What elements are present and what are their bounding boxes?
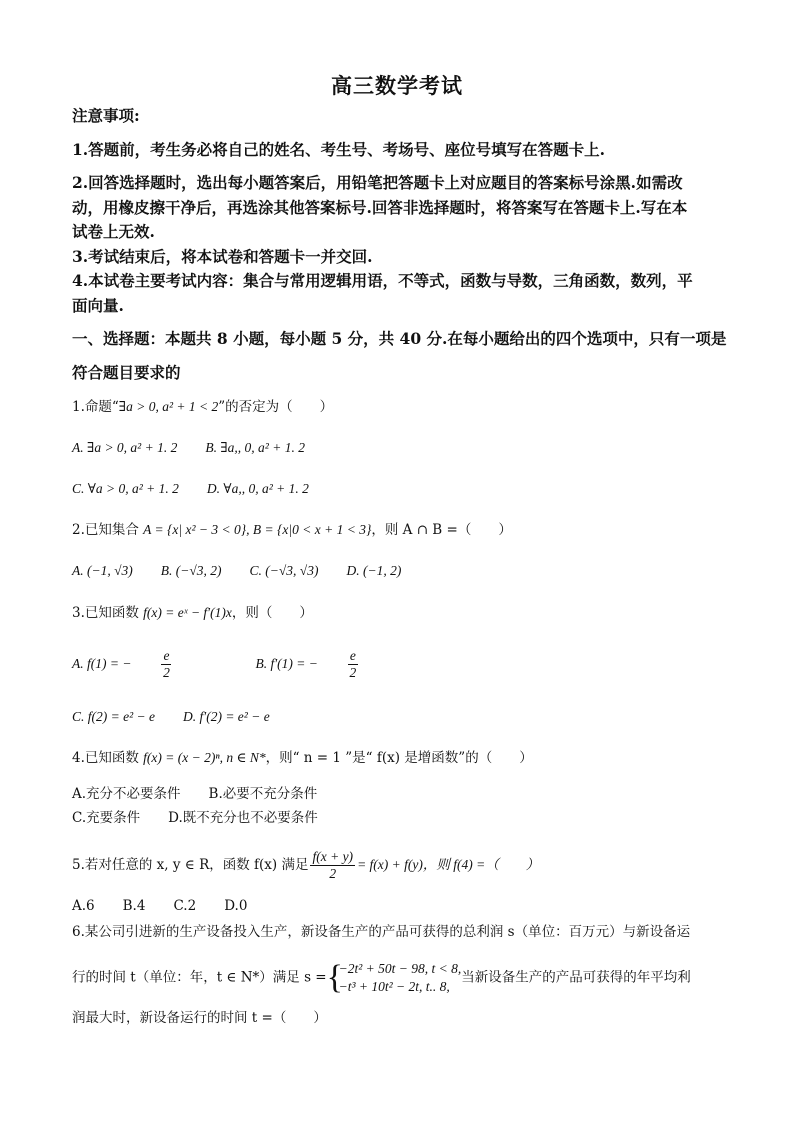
- fraction: [310, 849, 355, 882]
- notice-heading: 注意事项:: [72, 106, 140, 125]
- brace-icon: {: [326, 959, 343, 996]
- option-c: C.充要条件: [72, 810, 141, 826]
- question-4: [72, 748, 533, 768]
- page-title: 高三数学考试: [331, 73, 463, 98]
- piecewise-function: [327, 960, 462, 996]
- question-3: [72, 603, 313, 623]
- question-prefix: 4.已知函数: [72, 750, 144, 766]
- question-expr: ∃a > 0, a² + 1 < 2: [118, 399, 219, 414]
- question-expr: f(x) = eˣ − f′(1)x: [143, 605, 232, 620]
- question-2-options-row: [72, 561, 429, 581]
- notice-item: 2.回答选择题时，选出每小题答案后，用铅笔把答题卡上对应题目的答案标号涂黑.如需改: [72, 173, 683, 192]
- section-heading-cont: 符合题目要求的: [72, 363, 181, 382]
- option-b: B.必要不充分条件: [208, 786, 318, 802]
- notice-item: 1.答题前，考生务必将自己的姓名、考生号、考场号、座位号填写在答题卡上.: [72, 140, 606, 159]
- option-c: C. f(2) = e² − e: [72, 709, 155, 724]
- option-c: C.2: [173, 898, 197, 914]
- question-1-options-row: [72, 479, 337, 499]
- question-5-options-row: [72, 896, 275, 916]
- option-d: D. (−1, 2): [346, 563, 402, 578]
- option-b: B.4: [122, 898, 146, 914]
- notice-item: 面向量.: [72, 296, 124, 315]
- option-b-text: B. f′(1) = −: [255, 655, 318, 671]
- fraction-denominator: 2: [349, 665, 357, 680]
- option-a: A.充分不必要条件: [72, 786, 181, 802]
- option-b: B. (−√3, 2): [160, 563, 222, 578]
- question-2: [72, 520, 512, 540]
- option-d: D. f′(2) = e² − e: [183, 709, 270, 724]
- question-1-options-row: [72, 438, 333, 458]
- notice-item: 3.考试结束后，将本试卷和答题卡一并交回.: [72, 247, 373, 266]
- option-d: D. ∀a,, 0, a² + 1. 2: [206, 481, 309, 496]
- option-d: D.既不充分也不必要条件: [168, 810, 318, 826]
- question-suffix: ，则“ n = 1 ”是“ f(x) 是增函数”的（ ）: [265, 750, 533, 766]
- question-1: [72, 397, 333, 417]
- fraction: [348, 648, 386, 681]
- question-prefix: 2.已知集合: [72, 522, 144, 538]
- question-expr: f(x) = (x − 2)ⁿ, n ∈ N*: [143, 750, 266, 765]
- fraction-numerator: e: [349, 648, 356, 663]
- option-c: C. (−√3, √3): [249, 563, 319, 578]
- fraction-denominator: 2: [163, 665, 170, 680]
- question-suffix: ，则（ ）: [231, 605, 313, 621]
- fraction-numerator: f(x + y): [312, 849, 354, 864]
- question-4-options-row: [72, 808, 346, 828]
- question-suffix: ”的否定为（ ）: [218, 399, 334, 415]
- question-6-formula-line: [72, 960, 691, 996]
- question-suffix: 当新设备生产的产品可获得的年平均利: [461, 969, 691, 986]
- question-3-options-row: [72, 707, 298, 727]
- question-6-end: 润最大时，新设备运行的时间 t =（ ）: [72, 1010, 327, 1026]
- notice-item: 动，用橡皮擦干净后，再选涂其他答案标号.回答非选择题时，将答案写在答题卡上.写在本: [72, 198, 688, 217]
- notice-item: 4.本试卷主要考试内容：集合与常用逻辑用语，不等式，函数与导数，三角函数，数列，平: [72, 271, 693, 290]
- question-prefix: 1.命题“: [72, 399, 119, 415]
- fraction-denominator: 2: [329, 866, 337, 881]
- question-prefix: 5.若对任意的 x, y ∈ R，函数 f(x) 满足: [72, 857, 309, 873]
- question-prefix: 3.已知函数: [72, 605, 144, 621]
- question-4-options-row: [72, 784, 345, 804]
- question-3-options-row: [72, 648, 442, 681]
- question-6: 6.某公司引进新的生产设备投入生产，新设备生产的产品可获得的总利润 s（单位：百万元）与新设备运: [72, 924, 691, 940]
- notice-item: 试卷上无效.: [72, 222, 155, 241]
- option-a-text: A. f(1) = −: [72, 655, 132, 671]
- option-b: B. ∃a,, 0, a² + 1. 2: [205, 440, 305, 455]
- question-prefix: 行的时间 t（单位：年，t ∈ N*）满足 s =: [72, 969, 327, 986]
- piecewise-case: −2t² + 50t − 98, t < 8,: [338, 961, 462, 976]
- option-c: C. ∀a > 0, a² + 1. 2: [72, 481, 179, 496]
- question-expr: A = {x| x² − 3 < 0}, B = {x|0 < x + 1 < 3}: [143, 522, 372, 537]
- question-suffix: = f(x) + f(y)，则 f(4) =（ ）: [357, 857, 540, 872]
- fraction-numerator: e: [163, 648, 170, 663]
- option-a: [72, 648, 227, 681]
- section-heading: 一、选择题：本题共 8 小题，每小题 5 分，共 40 分.在每小题给出的四个选项中，只有一项是: [72, 329, 727, 348]
- question-suffix: ，则 A ∩ B =（ ）: [371, 522, 512, 538]
- option-a: A. ∃a > 0, a² + 1. 2: [72, 440, 178, 455]
- option-a: A. (−1, √3): [72, 563, 133, 578]
- fraction: [161, 648, 199, 681]
- piecewise-case: −t³ + 10t² − 2t, t.. 8,: [338, 979, 450, 994]
- question-5: [72, 849, 539, 882]
- option-d: D.0: [224, 898, 248, 914]
- option-a: A.6: [72, 898, 95, 914]
- option-b: [255, 648, 413, 681]
